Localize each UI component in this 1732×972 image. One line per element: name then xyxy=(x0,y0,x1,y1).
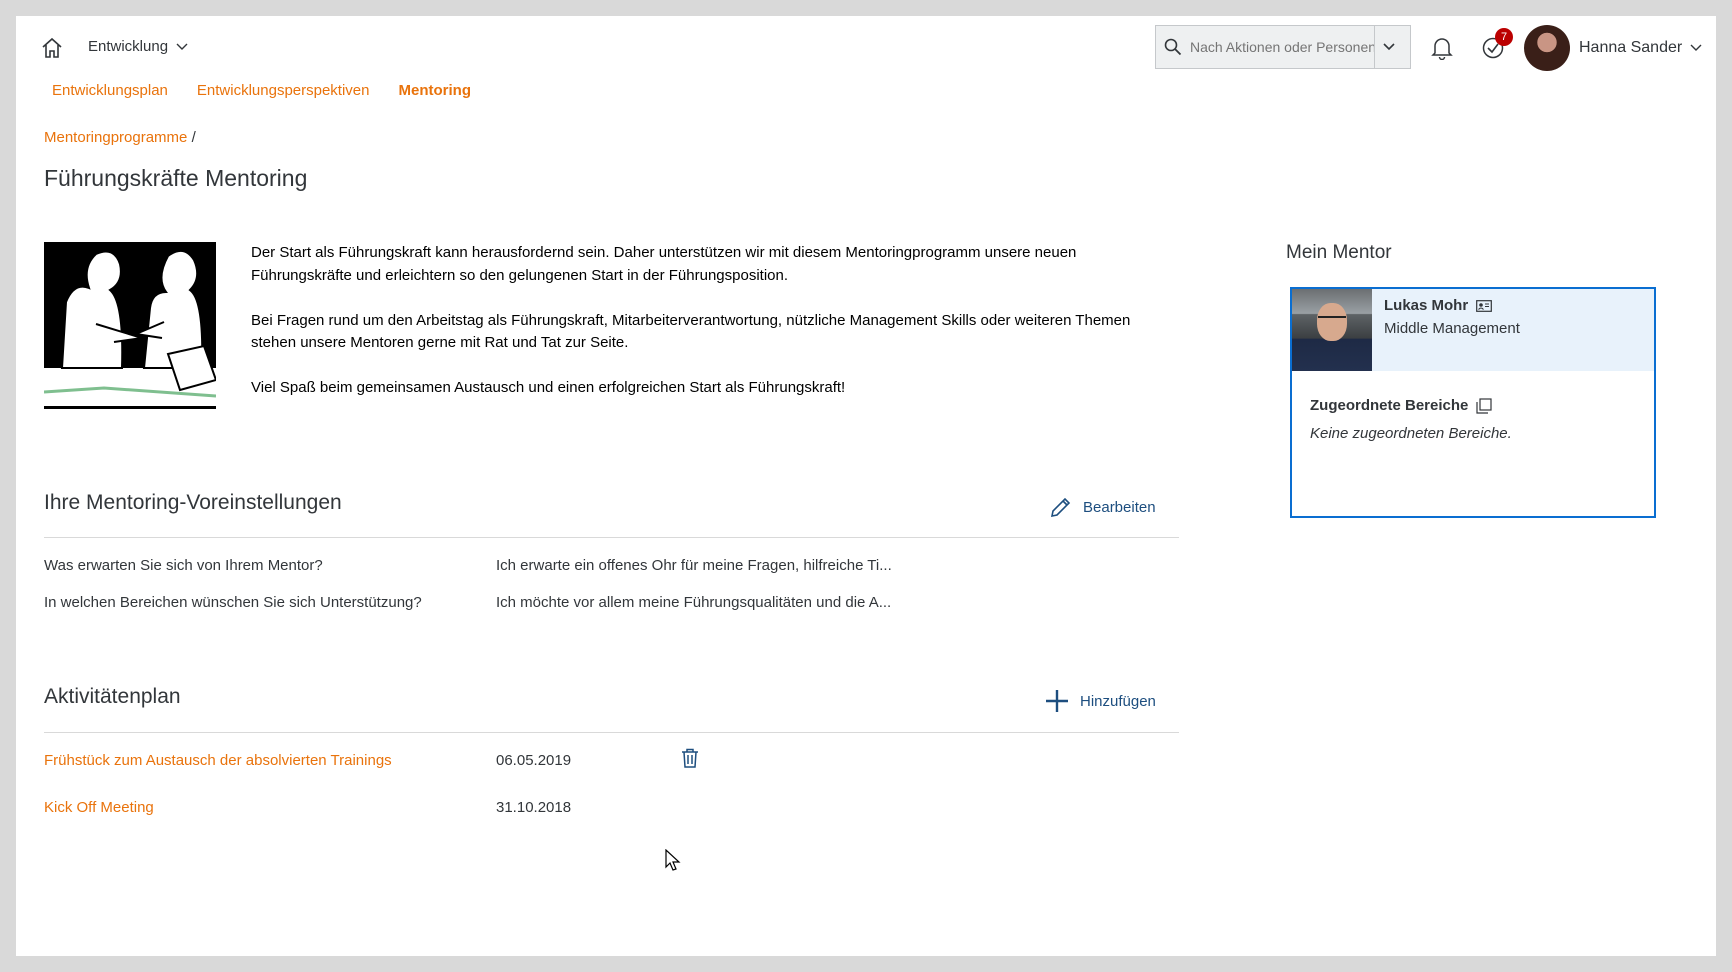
intro-paragraph: Viel Spaß beim gemeinsamen Austausch und einen erfolgreichen Start als Führungskraft! xyxy=(251,379,846,396)
assigned-areas-label: Zugeordnete Bereiche xyxy=(1310,397,1469,414)
nav-mentoring[interactable]: Mentoring xyxy=(398,82,471,99)
search-scope-dropdown[interactable] xyxy=(1374,26,1403,68)
assigned-areas-empty: Keine zugeordneten Bereiche. xyxy=(1310,425,1512,442)
search-input[interactable] xyxy=(1190,39,1374,55)
breadcrumb xyxy=(44,129,196,146)
activities-title: Aktivitätenplan xyxy=(44,685,181,708)
search-field[interactable] xyxy=(1155,25,1411,69)
user-menu[interactable] xyxy=(1579,39,1702,57)
edit-preferences-button[interactable] xyxy=(1049,495,1156,519)
breadcrumb-separator: / xyxy=(191,129,196,146)
trash-icon xyxy=(681,748,699,768)
mentor-name-row xyxy=(1384,297,1492,314)
activity-link[interactable]: Kick Off Meeting xyxy=(44,799,154,816)
activity-date: 06.05.2019 xyxy=(496,752,572,769)
shell-menu-label: Entwicklung xyxy=(88,38,169,55)
program-description xyxy=(251,242,1131,422)
chevron-down-icon xyxy=(1383,43,1395,51)
delete-activity-button[interactable] xyxy=(681,748,699,773)
preference-question: In welchen Bereichen wünschen Sie sich Unterstützung? xyxy=(44,594,422,611)
intro-paragraph: Der Start als Führungskraft kann herausfordernd sein. Daher unterstützen wir mit diesem Mentoringprogramm unsere neuen Führungskräfte und erleichtern so den gelungenen Start in der Führungsposition. xyxy=(251,244,1077,284)
avatar[interactable] xyxy=(1524,25,1570,71)
user-name: Hanna Sander xyxy=(1579,39,1683,56)
chevron-down-icon xyxy=(176,43,188,51)
activities-divider xyxy=(44,732,1179,733)
nav-entwicklungsplan[interactable]: Entwicklungsplan xyxy=(52,82,168,99)
preferences-title: Ihre Mentoring-Voreinstellungen xyxy=(44,491,342,514)
copy-icon[interactable] xyxy=(1476,398,1492,414)
notifications-button[interactable] xyxy=(1431,36,1453,65)
add-activity-button[interactable] xyxy=(1044,688,1156,714)
activity-date: 31.10.2018 xyxy=(496,799,572,816)
mentoring-illustration xyxy=(44,242,216,414)
mentor-photo xyxy=(1292,289,1372,371)
home-icon[interactable] xyxy=(40,36,64,60)
mentor-card[interactable] xyxy=(1290,287,1656,518)
preference-question: Was erwarten Sie sich von Ihrem Mentor? xyxy=(44,557,323,574)
mentor-card-header xyxy=(1292,289,1654,371)
mouse-cursor-icon xyxy=(665,849,681,878)
contact-card-icon[interactable] xyxy=(1476,300,1492,312)
tasks-button[interactable] xyxy=(1481,31,1508,65)
task-count-badge: 7 xyxy=(1495,28,1513,46)
edit-label: Bearbeiten xyxy=(1083,498,1156,516)
intro-paragraph: Bei Fragen rund um den Arbeitstag als Führungskraft, Mitarbeiterverantwortung, nützliche Management Skills oder weiteren Themen stehen unsere Mentoren gerne mit Rat und Tat zur Seite. xyxy=(251,311,1131,351)
plus-icon xyxy=(1044,688,1070,714)
add-label: Hinzufügen xyxy=(1080,692,1156,710)
breadcrumb-link-mentoringprogramme[interactable]: Mentoringprogramme xyxy=(44,129,188,146)
app-frame xyxy=(16,16,1716,956)
search-icon[interactable] xyxy=(1156,38,1190,56)
activity-link[interactable]: Frühstück zum Austausch der absolvierten Trainings xyxy=(44,752,392,769)
preference-answer: Ich möchte vor allem meine Führungsqualitäten und die A... xyxy=(496,594,892,611)
chevron-down-icon xyxy=(1690,44,1702,52)
nav-entwicklungsperspektiven[interactable]: Entwicklungsperspektiven xyxy=(196,82,370,99)
mentor-name: Lukas Mohr xyxy=(1384,297,1469,314)
bell-icon xyxy=(1431,36,1453,60)
mentor-role: Middle Management xyxy=(1384,320,1520,337)
mentor-heading: Mein Mentor xyxy=(1286,242,1392,263)
page-title: Führungskräfte Mentoring xyxy=(44,165,308,191)
preferences-divider xyxy=(44,537,1179,538)
assigned-areas-label-row xyxy=(1310,397,1492,414)
preference-answer: Ich erwarte ein offenes Ohr für meine Fragen, hilfreiche Ti... xyxy=(496,557,892,574)
sub-navigation xyxy=(52,82,471,99)
shell-menu[interactable] xyxy=(88,38,188,55)
pencil-icon xyxy=(1049,495,1073,519)
